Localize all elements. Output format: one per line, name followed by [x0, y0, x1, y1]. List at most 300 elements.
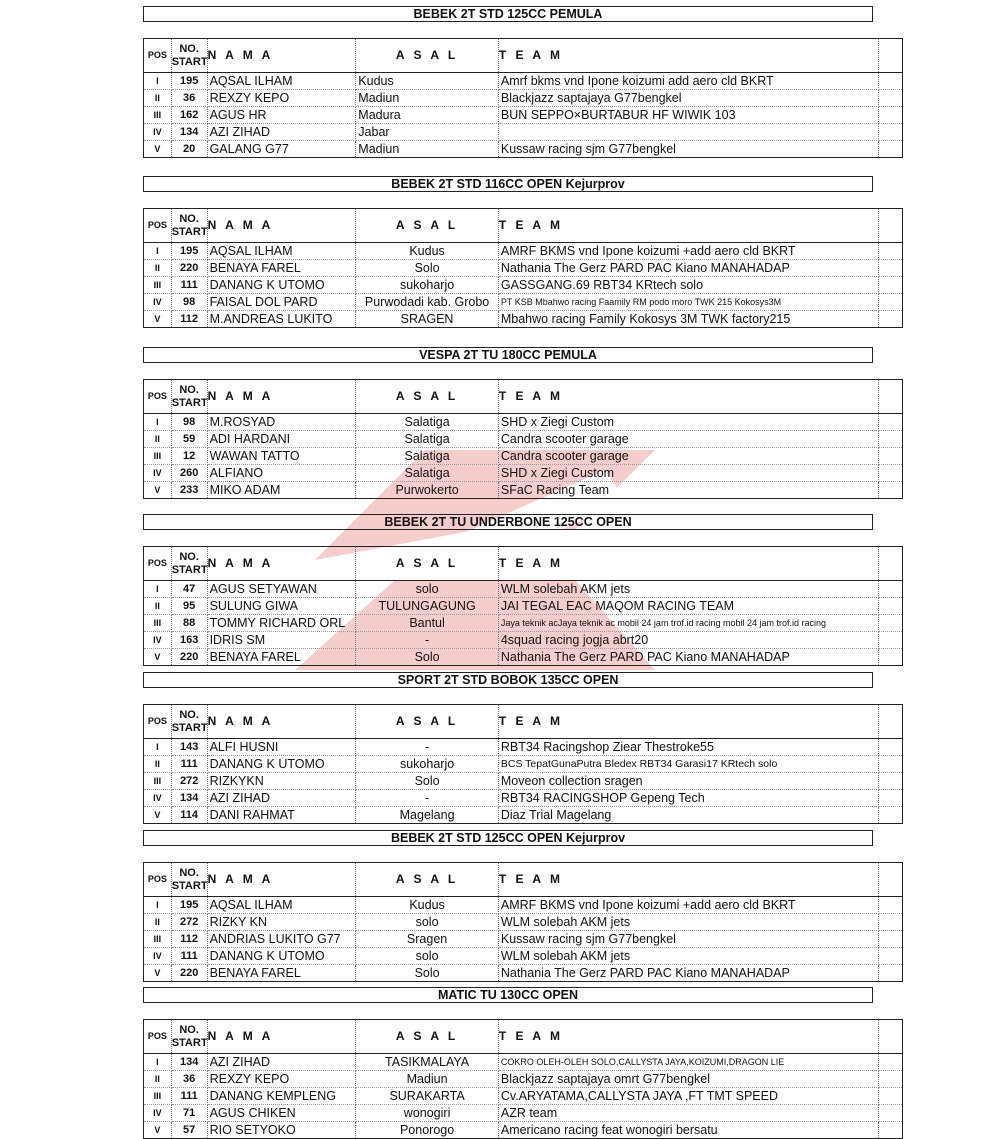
table-row — [144, 448, 903, 465]
rider-name-cell: AQSAL ILHAM — [207, 243, 356, 260]
header-team: T E A M — [498, 39, 879, 73]
header-pos: POS — [144, 39, 172, 73]
blank-cell — [879, 260, 903, 277]
team-cell: Jaya teknik acJaya teknik ac mobil 24 jam trof.id racing mobil 24 jam trof.id racing — [498, 615, 879, 632]
origin-cell: Salatiga — [356, 414, 499, 431]
header-row — [144, 380, 903, 414]
blank-cell — [879, 649, 903, 666]
origin-cell: Sragen — [356, 931, 499, 948]
origin-cell: wonogiri — [356, 1105, 499, 1122]
blank-cell — [879, 90, 903, 107]
start-number-cell: 98 — [171, 294, 207, 311]
start-number-cell: 88 — [171, 615, 207, 632]
rider-name-cell: DANANG K UTOMO — [207, 756, 356, 773]
origin-cell: Madiun — [356, 1071, 499, 1088]
header-pos: POS — [144, 863, 172, 897]
rider-name-cell: AQSAL ILHAM — [207, 73, 356, 90]
blank-cell — [879, 465, 903, 482]
start-number-cell: 111 — [171, 756, 207, 773]
team-cell: BCS TepatGunaPutra Bledex RBT34 Garasi17 KRtech solo — [498, 756, 879, 773]
origin-cell: sukoharjo — [356, 756, 499, 773]
start-number-cell: 162 — [171, 107, 207, 124]
table-row — [144, 598, 903, 615]
blank-cell — [879, 448, 903, 465]
position-cell: I — [144, 414, 172, 431]
header-no-start: NO. START — [171, 39, 207, 73]
start-number-cell: 134 — [171, 790, 207, 807]
table-row — [144, 615, 903, 632]
table-row — [144, 790, 903, 807]
position-cell: I — [144, 897, 172, 914]
table-row — [144, 739, 903, 756]
start-number-cell: 233 — [171, 482, 207, 499]
header-row — [144, 705, 903, 739]
team-cell: WLM solebah AKM jets — [498, 914, 879, 931]
blank-cell — [879, 482, 903, 499]
results-table — [143, 38, 903, 158]
table-row — [144, 965, 903, 982]
team-cell: AMRF BKMS vnd Ipone koizumi +add aero cld BKRT — [498, 897, 879, 914]
blank-cell — [879, 243, 903, 260]
position-cell: II — [144, 1071, 172, 1088]
header-pos: POS — [144, 547, 172, 581]
header-blank — [879, 547, 903, 581]
team-cell: Kussaw racing sjm G77bengkel — [498, 141, 879, 158]
origin-cell: Madiun — [356, 141, 499, 158]
blank-cell — [879, 914, 903, 931]
table-row — [144, 294, 903, 311]
blank-cell — [879, 124, 903, 141]
position-cell: II — [144, 756, 172, 773]
start-number-cell: 47 — [171, 581, 207, 598]
rider-name-cell: ANDRIAS LUKITO G77 — [207, 931, 356, 948]
start-number-cell: 12 — [171, 448, 207, 465]
results-table — [143, 1019, 903, 1139]
header-asal: A S A L — [356, 547, 499, 581]
header-blank — [879, 39, 903, 73]
blank-cell — [879, 790, 903, 807]
table-row — [144, 1054, 903, 1071]
origin-cell: Solo — [356, 773, 499, 790]
table-row — [144, 1071, 903, 1088]
rider-name-cell: SULUNG GIWA — [207, 598, 356, 615]
header-blank — [879, 1020, 903, 1054]
blank-cell — [879, 294, 903, 311]
origin-cell: Purwodadi kab. Grobo — [356, 294, 499, 311]
start-number-cell: 220 — [171, 965, 207, 982]
blank-cell — [879, 107, 903, 124]
team-cell: COKRO OLEH-OLEH SOLO,CALLYSTA JAYA,KOIZUMI,DRAGON LIE — [498, 1054, 879, 1071]
team-cell: Candra scooter garage — [498, 448, 879, 465]
table-row — [144, 632, 903, 649]
team-cell: Mbahwo racing Family Kokosys 3M TWK factory215 — [498, 311, 879, 328]
start-number-cell: 20 — [171, 141, 207, 158]
header-nama: N A M A — [207, 1020, 356, 1054]
rider-name-cell: AGUS HR — [207, 107, 356, 124]
header-row — [144, 39, 903, 73]
category-section — [143, 672, 903, 824]
team-cell: Blackjazz saptajaya omrt G77bengkel — [498, 1071, 879, 1088]
blank-cell — [879, 581, 903, 598]
start-number-cell: 71 — [171, 1105, 207, 1122]
header-blank — [879, 863, 903, 897]
table-row — [144, 773, 903, 790]
start-number-cell: 134 — [171, 124, 207, 141]
blank-cell — [879, 632, 903, 649]
table-row — [144, 1105, 903, 1122]
category-section — [143, 514, 903, 666]
header-no-start: NO. START — [171, 863, 207, 897]
origin-cell: Purwokerto — [356, 482, 499, 499]
position-cell: III — [144, 107, 172, 124]
start-number-cell: 260 — [171, 465, 207, 482]
blank-cell — [879, 311, 903, 328]
position-cell: I — [144, 243, 172, 260]
position-cell: V — [144, 649, 172, 666]
rider-name-cell: AZI ZIHAD — [207, 790, 356, 807]
header-nama: N A M A — [207, 39, 356, 73]
header-row — [144, 209, 903, 243]
category-title: BEBEK 2T TU UNDERBONE 125CC OPEN — [143, 514, 873, 530]
results-table — [143, 208, 903, 328]
blank-cell — [879, 598, 903, 615]
origin-cell: Magelang — [356, 807, 499, 824]
rider-name-cell: AZI ZIHAD — [207, 124, 356, 141]
rider-name-cell: ADI HARDANI — [207, 431, 356, 448]
table-row — [144, 465, 903, 482]
blank-cell — [879, 141, 903, 158]
table-row — [144, 311, 903, 328]
header-pos: POS — [144, 380, 172, 414]
origin-cell: Solo — [356, 649, 499, 666]
table-row — [144, 107, 903, 124]
team-cell: Nathania The Gerz PARD PAC Kiano MANAHADAP — [498, 965, 879, 982]
header-no-start: NO. START — [171, 1020, 207, 1054]
start-number-cell: 220 — [171, 260, 207, 277]
results-table — [143, 379, 903, 499]
start-number-cell: 59 — [171, 431, 207, 448]
start-number-cell: 114 — [171, 807, 207, 824]
header-pos: POS — [144, 1020, 172, 1054]
team-cell: AMRF BKMS vnd Ipone koizumi +add aero cld BKRT — [498, 243, 879, 260]
header-no-start: NO. START — [171, 705, 207, 739]
start-number-cell: 95 — [171, 598, 207, 615]
origin-cell: Solo — [356, 260, 499, 277]
rider-name-cell: RIO SETYOKO — [207, 1122, 356, 1139]
origin-cell: Ponorogo — [356, 1122, 499, 1139]
table-row — [144, 414, 903, 431]
start-number-cell: 112 — [171, 311, 207, 328]
team-cell: Kussaw racing sjm G77bengkel — [498, 931, 879, 948]
origin-cell: Madiun — [356, 90, 499, 107]
category-section — [143, 176, 903, 328]
blank-cell — [879, 277, 903, 294]
header-nama: N A M A — [207, 547, 356, 581]
position-cell: II — [144, 90, 172, 107]
team-cell: AZR team — [498, 1105, 879, 1122]
origin-cell: solo — [356, 914, 499, 931]
rider-name-cell: FAISAL DOL PARD — [207, 294, 356, 311]
start-number-cell: 195 — [171, 243, 207, 260]
team-cell: 4squad racing jogja abrt20 — [498, 632, 879, 649]
rider-name-cell: ALFI HUSNI — [207, 739, 356, 756]
position-cell: V — [144, 311, 172, 328]
team-cell: Moveon collection sragen — [498, 773, 879, 790]
position-cell: III — [144, 1088, 172, 1105]
header-team: T E A M — [498, 380, 879, 414]
header-pos: POS — [144, 209, 172, 243]
position-cell: II — [144, 914, 172, 931]
blank-cell — [879, 1071, 903, 1088]
position-cell: I — [144, 73, 172, 90]
position-cell: II — [144, 260, 172, 277]
position-cell: I — [144, 581, 172, 598]
blank-cell — [879, 1088, 903, 1105]
start-number-cell: 111 — [171, 277, 207, 294]
start-number-cell: 111 — [171, 948, 207, 965]
team-cell: WLM solebah AKM jets — [498, 948, 879, 965]
table-row — [144, 141, 903, 158]
table-row — [144, 124, 903, 141]
results-table — [143, 546, 903, 666]
header-blank — [879, 705, 903, 739]
team-cell: GASSGANG.69 RBT34 KRtech solo — [498, 277, 879, 294]
position-cell: II — [144, 431, 172, 448]
position-cell: I — [144, 739, 172, 756]
start-number-cell: 195 — [171, 73, 207, 90]
header-blank — [879, 380, 903, 414]
origin-cell: Solo — [356, 965, 499, 982]
start-number-cell: 220 — [171, 649, 207, 666]
position-cell: V — [144, 482, 172, 499]
team-cell: RBT34 RACINGSHOP Gepeng Tech — [498, 790, 879, 807]
rider-name-cell: WAWAN TATTO — [207, 448, 356, 465]
rider-name-cell: REXZY KEPO — [207, 90, 356, 107]
header-blank — [879, 209, 903, 243]
team-cell — [498, 124, 879, 141]
position-cell: III — [144, 931, 172, 948]
team-cell: WLM solebah AKM jets — [498, 581, 879, 598]
results-table — [143, 704, 903, 824]
start-number-cell: 195 — [171, 897, 207, 914]
rider-name-cell: M.ANDREAS LUKITO — [207, 311, 356, 328]
category-section — [143, 830, 903, 982]
start-number-cell: 272 — [171, 773, 207, 790]
origin-cell: Kudus — [356, 73, 499, 90]
header-row — [144, 863, 903, 897]
origin-cell: TASIKMALAYA — [356, 1054, 499, 1071]
header-asal: A S A L — [356, 1020, 499, 1054]
category-title: BEBEK 2T STD 125CC PEMULA — [143, 6, 873, 22]
table-row — [144, 948, 903, 965]
category-title: MATIC TU 130CC OPEN — [143, 987, 873, 1003]
header-no-start: NO. START — [171, 209, 207, 243]
header-asal: A S A L — [356, 209, 499, 243]
position-cell: III — [144, 277, 172, 294]
origin-cell: Bantul — [356, 615, 499, 632]
start-number-cell: 36 — [171, 1071, 207, 1088]
table-row — [144, 90, 903, 107]
position-cell: V — [144, 141, 172, 158]
header-team: T E A M — [498, 863, 879, 897]
team-cell: Americano racing feat wonogiri bersatu — [498, 1122, 879, 1139]
origin-cell: Salatiga — [356, 431, 499, 448]
results-table — [143, 862, 903, 982]
blank-cell — [879, 807, 903, 824]
position-cell: II — [144, 598, 172, 615]
category-title: SPORT 2T STD BOBOK 135CC OPEN — [143, 672, 873, 688]
team-cell: RBT34 Racingshop Ziear Thestroke55 — [498, 739, 879, 756]
rider-name-cell: ALFIANO — [207, 465, 356, 482]
category-title: BEBEK 2T STD 125CC OPEN Kejurprov — [143, 830, 873, 846]
origin-cell: Salatiga — [356, 465, 499, 482]
category-title: BEBEK 2T STD 116CC OPEN Kejurprov — [143, 176, 873, 192]
table-row — [144, 756, 903, 773]
header-row — [144, 547, 903, 581]
team-cell: PT KSB Mbahwo racing Faamily RM podo moro TWK 215 Kokosys3M — [498, 294, 879, 311]
start-number-cell: 112 — [171, 931, 207, 948]
team-cell: JAI TEGAL EAC MAQOM RACING TEAM — [498, 598, 879, 615]
header-asal: A S A L — [356, 380, 499, 414]
blank-cell — [879, 73, 903, 90]
blank-cell — [879, 739, 903, 756]
position-cell: IV — [144, 948, 172, 965]
rider-name-cell: DANANG KEMPLENG — [207, 1088, 356, 1105]
rider-name-cell: AZI ZIHAD — [207, 1054, 356, 1071]
position-cell: V — [144, 807, 172, 824]
team-cell: Nathania The Gerz PARD PAC Kiano MANAHADAP — [498, 260, 879, 277]
rider-name-cell: AGUS SETYAWAN — [207, 581, 356, 598]
origin-cell: Madura — [356, 107, 499, 124]
origin-cell: - — [356, 632, 499, 649]
header-team: T E A M — [498, 1020, 879, 1054]
origin-cell: SURAKARTA — [356, 1088, 499, 1105]
rider-name-cell: MIKO ADAM — [207, 482, 356, 499]
origin-cell: solo — [356, 948, 499, 965]
blank-cell — [879, 948, 903, 965]
table-row — [144, 73, 903, 90]
rider-name-cell: REXZY KEPO — [207, 1071, 356, 1088]
blank-cell — [879, 1105, 903, 1122]
team-cell: SHD x Ziegi Custom — [498, 465, 879, 482]
team-cell: SFaC Racing Team — [498, 482, 879, 499]
rider-name-cell: RIZKY KN — [207, 914, 356, 931]
start-number-cell: 98 — [171, 414, 207, 431]
position-cell: III — [144, 448, 172, 465]
header-pos: POS — [144, 705, 172, 739]
header-asal: A S A L — [356, 863, 499, 897]
header-no-start: NO. START — [171, 380, 207, 414]
blank-cell — [879, 431, 903, 448]
start-number-cell: 57 — [171, 1122, 207, 1139]
blank-cell — [879, 931, 903, 948]
blank-cell — [879, 1054, 903, 1071]
blank-cell — [879, 414, 903, 431]
position-cell: III — [144, 773, 172, 790]
header-nama: N A M A — [207, 380, 356, 414]
start-number-cell: 272 — [171, 914, 207, 931]
team-cell: SHD x Ziegi Custom — [498, 414, 879, 431]
team-cell: Amrf bkms vnd Ipone koizumi add aero cld BKRT — [498, 73, 879, 90]
header-nama: N A M A — [207, 209, 356, 243]
rider-name-cell: TOMMY RICHARD ORL — [207, 615, 356, 632]
rider-name-cell: GALANG G77 — [207, 141, 356, 158]
rider-name-cell: DANANG K UTOMO — [207, 948, 356, 965]
blank-cell — [879, 1122, 903, 1139]
rider-name-cell: BENAYA FAREL — [207, 260, 356, 277]
header-asal: A S A L — [356, 39, 499, 73]
blank-cell — [879, 965, 903, 982]
position-cell: V — [144, 1122, 172, 1139]
start-number-cell: 36 — [171, 90, 207, 107]
position-cell: IV — [144, 790, 172, 807]
table-row — [144, 260, 903, 277]
position-cell: V — [144, 965, 172, 982]
origin-cell: - — [356, 790, 499, 807]
header-team: T E A M — [498, 547, 879, 581]
table-row — [144, 1088, 903, 1105]
origin-cell: SRAGEN — [356, 311, 499, 328]
table-row — [144, 277, 903, 294]
header-nama: N A M A — [207, 705, 356, 739]
origin-cell: Jabar — [356, 124, 499, 141]
header-no-start: NO. START — [171, 547, 207, 581]
position-cell: IV — [144, 124, 172, 141]
blank-cell — [879, 615, 903, 632]
category-section — [143, 6, 903, 158]
rider-name-cell: AQSAL ILHAM — [207, 897, 356, 914]
rider-name-cell: DANANG K UTOMO — [207, 277, 356, 294]
origin-cell: Salatiga — [356, 448, 499, 465]
start-number-cell: 143 — [171, 739, 207, 756]
table-row — [144, 649, 903, 666]
header-nama: N A M A — [207, 863, 356, 897]
start-number-cell: 111 — [171, 1088, 207, 1105]
category-section — [143, 347, 903, 499]
blank-cell — [879, 773, 903, 790]
origin-cell: Kudus — [356, 243, 499, 260]
table-row — [144, 897, 903, 914]
team-cell: BUN SEPPO×BURTABUR HF WIWIK 103 — [498, 107, 879, 124]
team-cell: Cv.ARYATAMA,CALLYSTA JAYA ,FT TMT SPEED — [498, 1088, 879, 1105]
header-asal: A S A L — [356, 705, 499, 739]
table-row — [144, 931, 903, 948]
rider-name-cell: DANI RAHMAT — [207, 807, 356, 824]
category-section — [143, 987, 903, 1139]
position-cell: IV — [144, 632, 172, 649]
table-row — [144, 1122, 903, 1139]
rider-name-cell: BENAYA FAREL — [207, 965, 356, 982]
rider-name-cell: M.ROSYAD — [207, 414, 356, 431]
origin-cell: solo — [356, 581, 499, 598]
table-row — [144, 914, 903, 931]
blank-cell — [879, 897, 903, 914]
position-cell: IV — [144, 294, 172, 311]
rider-name-cell: BENAYA FAREL — [207, 649, 356, 666]
origin-cell: TULUNGAGUNG — [356, 598, 499, 615]
table-row — [144, 431, 903, 448]
origin-cell: Kudus — [356, 897, 499, 914]
blank-cell — [879, 756, 903, 773]
team-cell: Diaz Trial Magelang — [498, 807, 879, 824]
position-cell: IV — [144, 1105, 172, 1122]
team-cell: Blackjazz saptajaya G77bengkel — [498, 90, 879, 107]
origin-cell: sukoharjo — [356, 277, 499, 294]
rider-name-cell: AGUS CHIKEN — [207, 1105, 356, 1122]
rider-name-cell: RIZKYKN — [207, 773, 356, 790]
team-cell: Candra scooter garage — [498, 431, 879, 448]
table-row — [144, 581, 903, 598]
